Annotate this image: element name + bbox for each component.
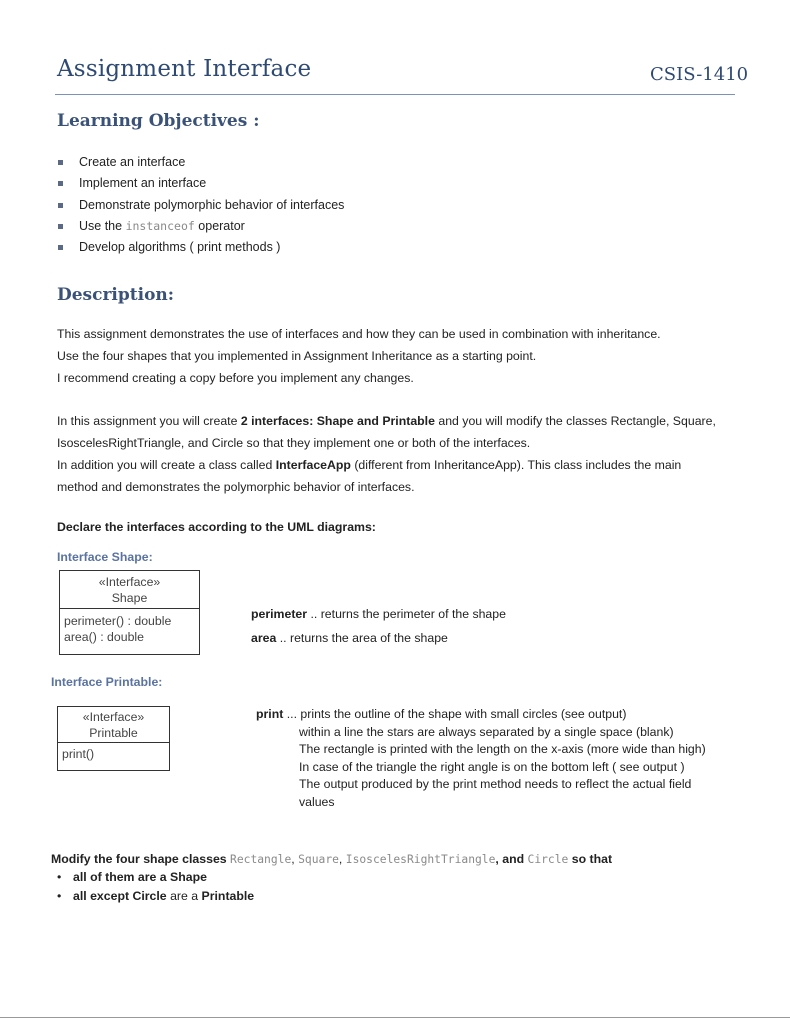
class-circle: Circle [527,853,569,866]
interface-printable-label: Interface Printable: [51,675,163,689]
bullet-icon [58,181,63,186]
class-square: Square [298,853,339,866]
class-rectangle: Rectangle [230,853,292,866]
list-item: Develop algorithms ( print methods ) [58,237,344,258]
modify-heading: Modify the four shape classes Rectangle, Square, IsoscelesRightTriangle, and Circle so that [51,852,613,866]
uml-shape-name: Shape [111,591,148,605]
list-item: Demonstrate polymorphic behavior of interfaces [58,195,344,216]
modify-list [57,868,254,906]
uml-printable-methods: print() [58,742,169,762]
page-bottom-edge [0,1017,790,1018]
course-code: CSIS-1410 [650,64,749,85]
bullet-icon [58,203,63,208]
code-keyword: instanceof [125,218,195,233]
description-paragraph-1: This assignment demonstrates the use of interfaces and how they can be used in combination with inheritance. Use the four shapes that you implemented in Assignment Inheritance as a starting point. I recommend creating a copy before you implement any changes. [57,327,661,385]
bullet-icon [58,160,63,165]
list-item: • all except Circle are a Printable [57,887,254,906]
objectives-heading: Learning Objectives : [57,111,260,131]
printable-method-notes: print ... prints the outline of the shape with small circles (see output) within a line the stars are always separated by a single space (blank) The rectangle is printed with the length on the x-axis (more wide than high) In case of the triangle the right angle is on the bottom left ( see output ) The output produced by the print method needs to reflect the actual field values [256,707,706,809]
description-paragraph-2: In this assignment you will create 2 interfaces: Shape and Printable and you will modify the classes Rectangle, Square, IsoscelesRightTriangle, and Circle so that they implement one or both of the interfaces. In addition you will create a class called InterfaceApp (different from InheritanceApp). This class includes the main method and demonstrates the polymorphic behavior of interfaces. [57,414,716,494]
list-item: Use the instanceof operator [58,216,344,237]
bullet-icon [58,245,63,250]
bullet-icon: • [57,870,62,884]
uml-printable-name: Printable [89,726,138,740]
header-divider [55,94,735,95]
bullet-icon [58,224,63,229]
bullet-icon: • [57,889,62,903]
list-item: Create an interface [58,152,344,173]
page-title: Assignment Interface [57,56,312,82]
list-item: Implement an interface [58,173,344,194]
uml-shape-box [59,570,200,655]
declare-heading: Declare the interfaces according to the UML diagrams: [57,520,376,534]
interface-shape-label: Interface Shape: [57,550,153,564]
uml-shape-stereotype: «Interface» [98,575,161,589]
uml-shape-methods: perimeter() : double area() : double [60,608,199,645]
list-item: • all of them are a Shape [57,868,254,887]
class-isosceles-right-triangle: IsoscelesRightTriangle [345,853,496,866]
description-heading: Description: [57,285,175,305]
objectives-list [58,152,344,258]
shape-method-notes: perimeter .. returns the perimeter of the shape area .. returns the area of the shape [251,607,506,645]
uml-printable-box [57,706,170,771]
uml-printable-stereotype: «Interface» [82,710,145,724]
